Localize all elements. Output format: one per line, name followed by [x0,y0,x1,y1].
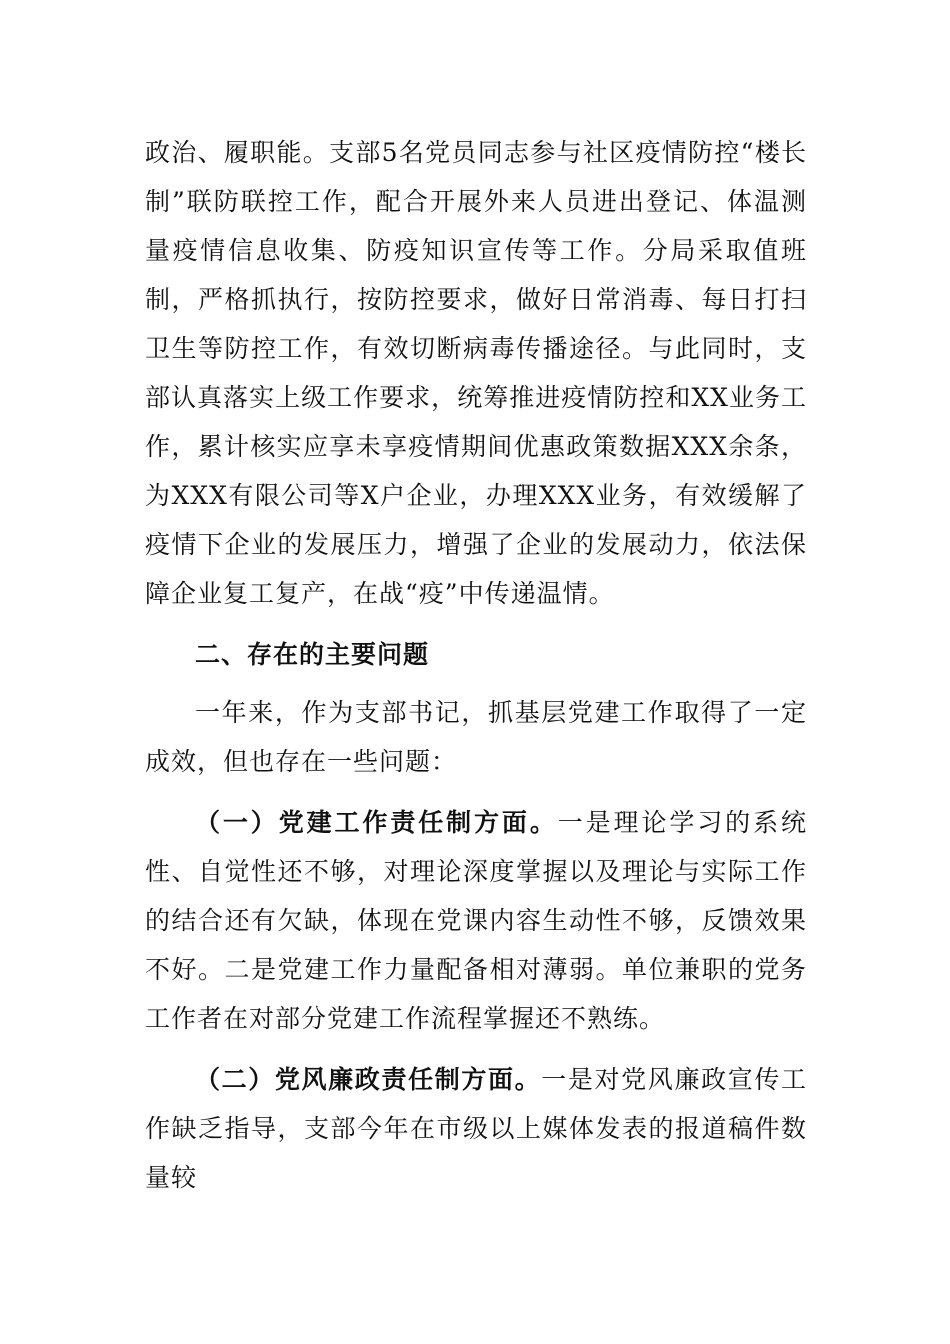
item-2-title: （二）党风廉政责任制方面。 [195,1065,542,1094]
item-1-paragraph [145,798,807,1043]
spacer [145,618,807,630]
item-2-paragraph [145,1055,807,1202]
spacer [145,786,807,798]
section-heading: 二、存在的主要问题 [195,640,430,669]
intro-paragraph: 一年来，作为支部书记，抓基层党建工作取得了一定成效，但也存在一些问题： [145,698,807,776]
item-2-body: 一是对党风廉政宣传工作缺乏指导，支部今年在市级以上媒体发表的报道稿件数量较 [145,1065,807,1192]
paragraph-continuation: 政治、履职能。支部5名党员同志参与社区疫情防控“楼长制”联防联控工作，配合开展外来人员进出登记、体温测量疫情信息收集、防疫知识宣传等工作。分局采取值班制，严格抓执行，按防控要求，做好日常消毒、每日打扫卫生等防控工作，有效切断病毒传播途径。与此同时，支部认真落实上级工作要求，统筹推进疫情防控和XX业务工作，累计核实应享未享疫情期间优惠政策数据XXX余条，为XXX有限公司等X户企业，办理XXX业务，有效缓解了疫情下企业的发展压力，增强了企业的发展动力，依法保障企业复工复产，在战“疫”中传递温情。 [145,138,807,608]
spacer [145,679,807,688]
item-1-body: 一是理论学习的系统性、自觉性还不够，对理论深度掌握以及理论与实际工作的结合还有欠缺，体现在党课内容生动性不够，反馈效果不好。二是党建工作力量配备相对薄弱。单位兼职的党务工作者在对部分党建工作流程掌握还不熟练。 [145,808,807,1033]
item-1-title: （一）党建工作责任制方面。 [195,808,558,837]
spacer [145,1043,807,1055]
document-page [145,128,807,1202]
